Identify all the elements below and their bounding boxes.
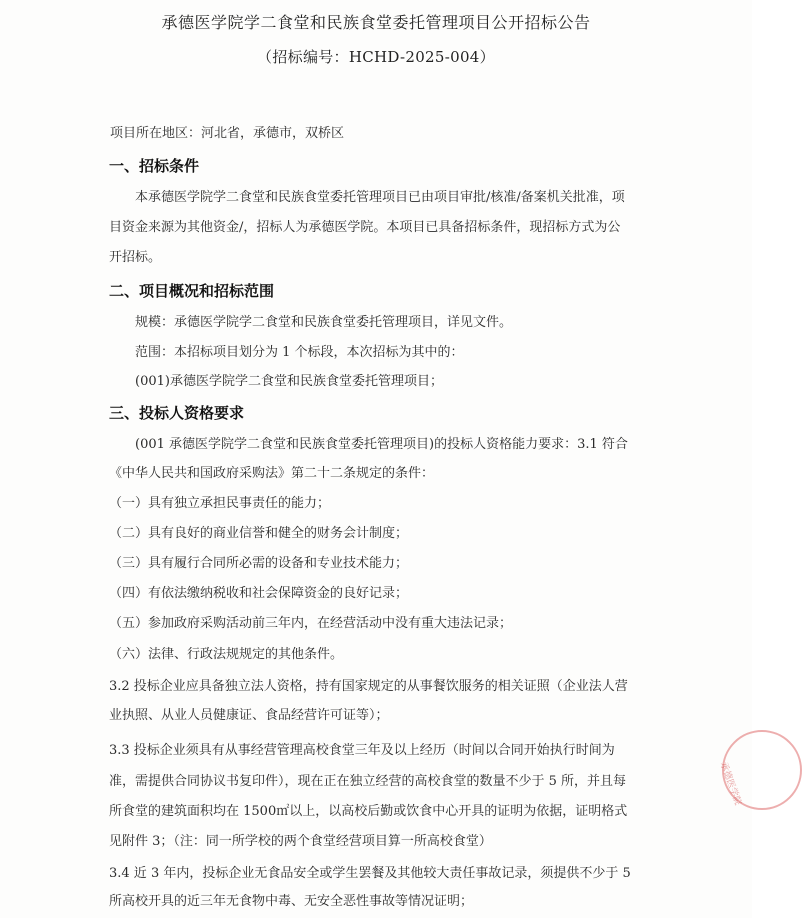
paragraph-line: (001 承德医学院学二食堂和民族食堂委托管理项目)的投标人资格能力要求：3.1 符合 (135, 437, 628, 452)
paragraph-line: 3.4 近 3 年内，投标企业无食品安全或学生罢餐及其他较大责任事故记录，须提供不少于 5 (109, 866, 631, 881)
official-seal (717, 730, 802, 810)
seal-text: 承德医学院 (717, 761, 743, 807)
list-item: （一）具有独立承担民事责任的能力； (109, 496, 331, 511)
list-item: （六）法律、行政法规规定的其他条件。 (109, 647, 344, 662)
paragraph-line: 3.2 投标企业应具备独立法人资格，持有国家规定的从事餐饮服务的相关证照（企业法人营 (109, 679, 628, 694)
section-heading-overview: 二、项目概况和招标范围 (109, 282, 275, 300)
paragraph-line: 目资金来源为其他资金/，招标人为承德医学院。本项目已具备招标条件，现招标方式为公 (109, 220, 621, 235)
paragraph-line: (001)承德医学院学二食堂和民族食堂委托管理项目； (135, 374, 443, 389)
paragraph-line: 所高校开具的近三年无食物中毒、无安全恶性事故等情况证明； (109, 894, 474, 909)
paragraph-line: 范围：本招标项目划分为 1 个标段，本次招标为其中的： (135, 345, 464, 360)
paragraph-line: 所食堂的建筑面积均在 1500㎡以上，以高校后勤或饮食中心开具的证明为依据，证明格式 (109, 804, 628, 819)
paragraph-line: 业执照、从业人员健康证、食品经营许可证等）； (109, 708, 389, 723)
document-title: 承德医学院学二食堂和民族食堂委托管理项目公开招标公告 (161, 13, 591, 32)
list-item: （二）具有良好的商业信誉和健全的财务会计制度； (109, 526, 409, 541)
list-item: （五）参加政府采购活动前三年内，在经营活动中没有重大违法记录； (109, 616, 513, 631)
section-heading-conditions: 一、招标条件 (109, 157, 200, 175)
paragraph-line: 《中华人民共和国政府采购法》第二十二条规定的条件： (109, 466, 435, 481)
paragraph-line: 见附件 3；（注：同一所学校的两个食堂经营项目算一所高校食堂） (109, 834, 492, 849)
paragraph-line: 开招标。 (109, 250, 162, 265)
list-item: （三）具有履行合同所必需的设备和专业技术能力； (109, 556, 409, 571)
paragraph-line: 3.3 投标企业须具有从事经营管理高校食堂三年及以上经历（时间以合同开始执行时间为 (109, 743, 615, 758)
section-heading-qualifications: 三、投标人资格要求 (109, 404, 245, 422)
list-item: （四）有依法缴纳税收和社会保障资金的良好记录； (109, 586, 409, 601)
paragraph-line: 准，需提供合同协议书复印件），现在正在独立经营的高校食堂的数量不少于 5 所，并且每 (109, 774, 627, 789)
paragraph-line: 规模：承德医学院学二食堂和民族食堂委托管理项目，详见文件。 (135, 315, 513, 330)
tender-number: （招标编号：HCHD-2025-004） (257, 48, 495, 66)
paragraph-line: 本承德医学院学二食堂和民族食堂委托管理项目已由项目审批/核准/备案机关批准，项 (135, 190, 625, 205)
project-location: 项目所在地区：河北省，承德市，双桥区 (110, 126, 345, 141)
